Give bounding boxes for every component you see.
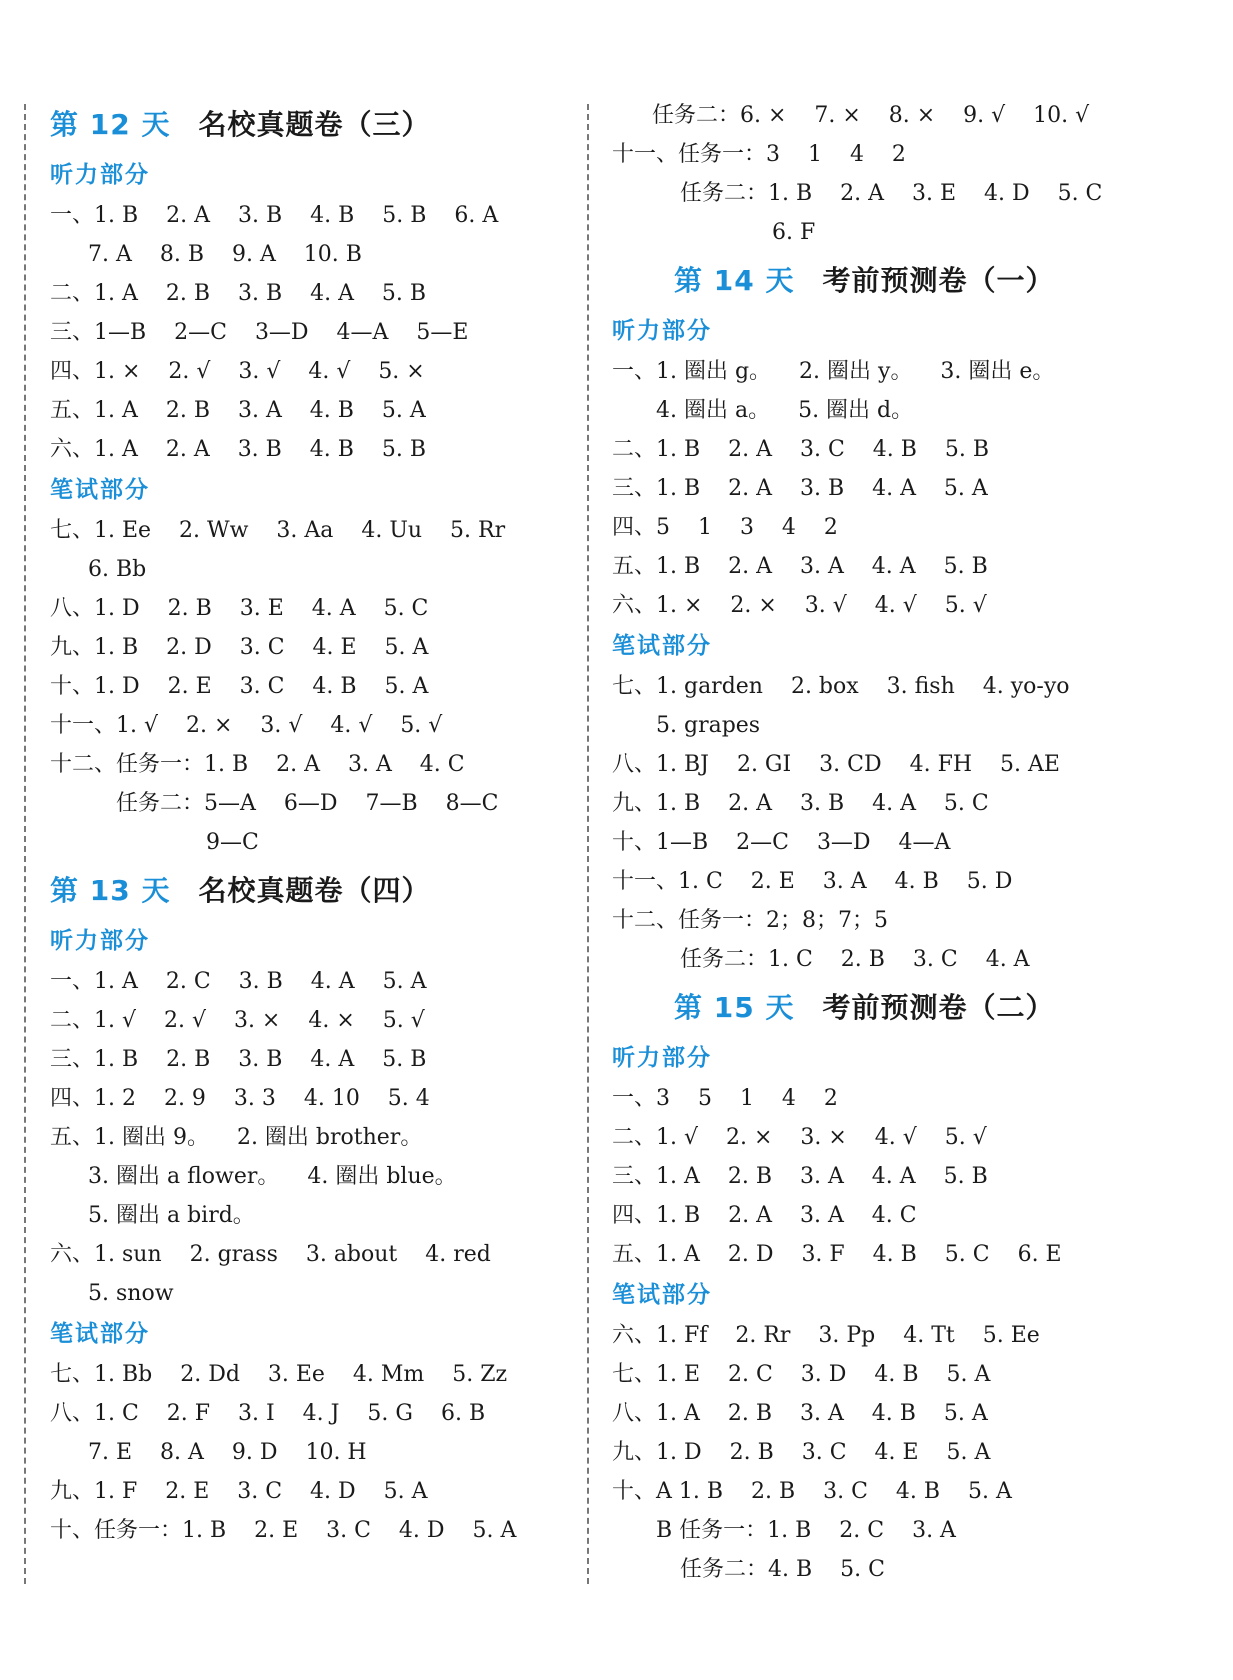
answer-line: 任务二：1. B 2. A 3. E 4. D 5. C xyxy=(680,181,1103,206)
answer-line: 十二、任务一：2；8；7；5 xyxy=(612,908,888,933)
answer-line: 九、1. B 2. A 3. B 4. A 5. C xyxy=(612,791,989,816)
answer-line: 7. A 8. B 9. A 10. B xyxy=(88,242,362,267)
answer-line: 五、1. B 2. A 3. A 4. A 5. B xyxy=(612,554,988,579)
day14-listening-heading: 听力部分 xyxy=(612,318,712,344)
answer-line: 二、1. √ 2. × 3. × 4. √ 5. √ xyxy=(612,1125,987,1150)
answer-line: 七、1. Ee 2. Ww 3. Aa 4. Uu 5. Rr xyxy=(50,518,506,543)
answer-line: 五、1. A 2. D 3. F 4. B 5. C 6. E xyxy=(612,1242,1062,1267)
answer-line: 三、1. B 2. B 3. B 4. A 5. B xyxy=(50,1047,427,1072)
answer-line: 6. F xyxy=(772,220,816,245)
day15-title: 第 15 天 考前预测卷（二） xyxy=(674,991,1055,1024)
answer-line: 十一、任务一：3 1 4 2 xyxy=(612,142,906,167)
answer-line: 七、1. E 2. C 3. D 4. B 5. A xyxy=(612,1362,991,1387)
answer-line: 六、1. Ff 2. Rr 3. Pp 4. Tt 5. Ee xyxy=(612,1323,1040,1348)
answer-line: 7. E 8. A 9. D 10. H xyxy=(88,1440,367,1465)
answer-line: 八、1. C 2. F 3. I 4. J 5. G 6. B xyxy=(50,1401,486,1426)
answer-line: 4. 圈出 a。 5. 圈出 d。 xyxy=(656,398,914,423)
column-divider xyxy=(587,104,589,1584)
answer-line: 六、1. A 2. A 3. B 4. B 5. B xyxy=(50,437,427,462)
answer-line: 十、A 1. B 2. B 3. C 4. B 5. A xyxy=(612,1479,1012,1504)
answer-line: 3. 圈出 a flower。 4. 圈出 blue。 xyxy=(88,1164,457,1189)
answer-line: 六、1. sun 2. grass 3. about 4. red xyxy=(50,1242,491,1267)
answer-line: 任务二：6. × 7. × 8. × 9. √ 10. √ xyxy=(652,103,1090,128)
answer-line: 八、1. BJ 2. GI 3. CD 4. FH 5. AE xyxy=(612,752,1060,777)
answer-line: 九、1. F 2. E 3. C 4. D 5. A xyxy=(50,1479,428,1504)
day12-writing-heading: 笔试部分 xyxy=(50,477,150,503)
day13-writing-heading: 笔试部分 xyxy=(50,1321,150,1347)
answer-line: B 任务一：1. B 2. C 3. A xyxy=(656,1518,956,1543)
answer-line: 9—C xyxy=(206,830,259,855)
answer-line: 二、1. √ 2. √ 3. × 4. × 5. √ xyxy=(50,1008,425,1033)
answer-line: 八、1. D 2. B 3. E 4. A 5. C xyxy=(50,596,429,621)
answer-line: 八、1. A 2. B 3. A 4. B 5. A xyxy=(612,1401,988,1426)
answer-line: 任务二：5—A 6—D 7—B 8—C xyxy=(116,791,499,816)
right-column xyxy=(612,96,1212,1589)
answer-line: 三、1—B 2—C 3—D 4—A 5—E xyxy=(50,320,469,345)
answer-line: 任务二：4. B 5. C xyxy=(680,1557,885,1582)
answer-line: 七、1. Bb 2. Dd 3. Ee 4. Mm 5. Zz xyxy=(50,1362,508,1387)
answer-line: 一、3 5 1 4 2 xyxy=(612,1086,838,1111)
left-column xyxy=(50,96,570,1550)
answer-line: 三、1. B 2. A 3. B 4. A 5. A xyxy=(612,476,988,501)
answer-line: 十、任务一：1. B 2. E 3. C 4. D 5. A xyxy=(50,1518,517,1543)
answer-line: 四、5 1 3 4 2 xyxy=(612,515,838,540)
answer-line: 五、1. 圈出 9。 2. 圈出 brother。 xyxy=(50,1125,423,1150)
answer-line: 二、1. A 2. B 3. B 4. A 5. B xyxy=(50,281,427,306)
left-margin-divider xyxy=(24,104,26,1584)
answer-line: 5. snow xyxy=(88,1281,174,1306)
day13-title: 第 13 天 名校真题卷（四） xyxy=(50,874,431,907)
day14-title: 第 14 天 考前预测卷（一） xyxy=(674,264,1055,297)
day15-writing-heading: 笔试部分 xyxy=(612,1282,712,1308)
answer-line: 十、1. D 2. E 3. C 4. B 5. A xyxy=(50,674,429,699)
answer-line: 任务二：1. C 2. B 3. C 4. A xyxy=(680,947,1030,972)
day13-listening-heading: 听力部分 xyxy=(50,928,150,954)
day15-listening-heading: 听力部分 xyxy=(612,1045,712,1071)
answer-line: 5. 圈出 a bird。 xyxy=(88,1203,255,1228)
answer-line: 5. grapes xyxy=(656,713,761,738)
answer-line: 十、1—B 2—C 3—D 4—A xyxy=(612,830,951,855)
answer-line: 一、1. A 2. C 3. B 4. A 5. A xyxy=(50,969,427,994)
answer-line: 6. Bb xyxy=(88,557,147,582)
answer-line: 十一、1. √ 2. × 3. √ 4. √ 5. √ xyxy=(50,713,443,738)
answer-line: 九、1. D 2. B 3. C 4. E 5. A xyxy=(612,1440,991,1465)
answer-line: 六、1. × 2. × 3. √ 4. √ 5. √ xyxy=(612,593,987,618)
answer-line: 九、1. B 2. D 3. C 4. E 5. A xyxy=(50,635,429,660)
answer-line: 四、1. B 2. A 3. A 4. C xyxy=(612,1203,917,1228)
answer-line: 五、1. A 2. B 3. A 4. B 5. A xyxy=(50,398,426,423)
answer-line: 一、1. B 2. A 3. B 4. B 5. B 6. A xyxy=(50,203,499,228)
answer-line: 三、1. A 2. B 3. A 4. A 5. B xyxy=(612,1164,988,1189)
answer-line: 四、1. 2 2. 9 3. 3 4. 10 5. 4 xyxy=(50,1086,430,1111)
day14-writing-heading: 笔试部分 xyxy=(612,633,712,659)
answer-line: 四、1. × 2. √ 3. √ 4. √ 5. × xyxy=(50,359,425,384)
answer-line: 一、1. 圈出 g。 2. 圈出 y。 3. 圈出 e。 xyxy=(612,359,1055,384)
day12-title: 第 12 天 名校真题卷（三） xyxy=(50,108,431,141)
answer-line: 十一、1. C 2. E 3. A 4. B 5. D xyxy=(612,869,1013,894)
answer-line: 十二、任务一：1. B 2. A 3. A 4. C xyxy=(50,752,465,777)
answer-line: 七、1. garden 2. box 3. fish 4. yo-yo xyxy=(612,674,1070,699)
answer-line: 二、1. B 2. A 3. C 4. B 5. B xyxy=(612,437,990,462)
day12-listening-heading: 听力部分 xyxy=(50,162,150,188)
